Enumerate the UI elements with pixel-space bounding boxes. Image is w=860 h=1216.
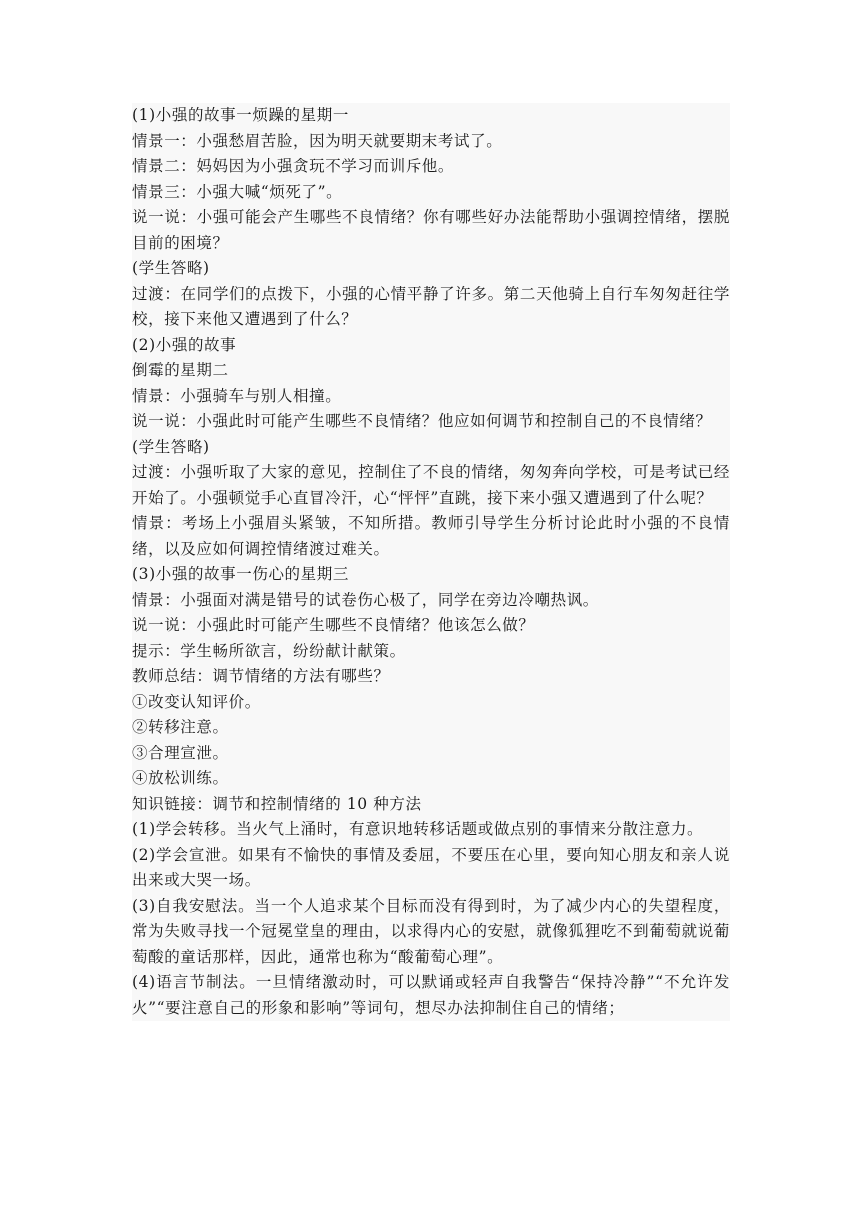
list-item: ②转移注意。 <box>132 715 730 741</box>
paragraph: 情景：考场上小强眉头紧皱，不知所措。教师引导学生分析讨论此时小强的不良情绪，以及应如何调控情绪渡过难关。 <box>132 511 730 562</box>
paragraph: 说一说：小强可能会产生哪些不良情绪？你有哪些好办法能帮助小强调控情绪，摆脱目前的困境？ <box>132 205 730 256</box>
section-heading: (2)小强的故事 <box>132 333 730 359</box>
list-item: ①改变认知评价。 <box>132 690 730 716</box>
paragraph: 情景二：妈妈因为小强贪玩不学习而训斥他。 <box>132 154 730 180</box>
paragraph: 情景一：小强愁眉苦脸，因为明天就要期末考试了。 <box>132 129 730 155</box>
paragraph: 过渡：在同学们的点拨下，小强的心情平静了许多。第二天他骑上自行车匆匆赶往学校，接下来他又遭遇到了什么？ <box>132 282 730 333</box>
paragraph: (学生答略) <box>132 435 730 461</box>
paragraph: 知识链接：调节和控制情绪的 10 种方法 <box>132 792 730 818</box>
list-item: (1)学会转移。当火气上涌时，有意识地转移话题或做点别的事情来分散注意力。 <box>132 817 730 843</box>
list-item: (4)语言节制法。一旦情绪激动时，可以默诵或轻声自我警告“保持冷静”“不允许发火”“要注意自己的形象和影响”等词句，想尽办法抑制住自己的情绪； <box>132 970 730 1021</box>
paragraph: 说一说：小强此时可能产生哪些不良情绪？他该怎么做？ <box>132 613 730 639</box>
paragraph: 教师总结：调节情绪的方法有哪些？ <box>132 664 730 690</box>
section-heading: (1)小强的故事一烦躁的星期一 <box>132 103 730 129</box>
paragraph: 过渡：小强听取了大家的意见，控制住了不良的情绪，匆匆奔向学校，可是考试已经开始了。小强顿觉手心直冒冷汗，心“怦怦”直跳，接下来小强又遭遇到了什么呢？ <box>132 460 730 511</box>
list-item: ③合理宣泄。 <box>132 741 730 767</box>
paragraph: (学生答略) <box>132 256 730 282</box>
paragraph: 倒霉的星期二 <box>132 358 730 384</box>
paragraph: 情景：小强骑车与别人相撞。 <box>132 384 730 410</box>
paragraph: 提示：学生畅所欲言，纷纷献计献策。 <box>132 639 730 665</box>
list-item: (2)学会宣泄。如果有不愉快的事情及委屈，不要压在心里，要向知心朋友和亲人说出来或大哭一场。 <box>132 843 730 894</box>
document-body <box>132 103 730 1021</box>
list-item: (3)自我安慰法。当一个人追求某个目标而没有得到时，为了减少内心的失望程度，常为失败寻找一个冠冕堂皇的理由，以求得内心的安慰，就像狐狸吃不到葡萄就说葡萄酸的童话那样，因此，通常也称为“酸葡萄心理”。 <box>132 894 730 971</box>
section-heading: (3)小强的故事一伤心的星期三 <box>132 562 730 588</box>
list-item: ④放松训练。 <box>132 766 730 792</box>
paragraph: 情景：小强面对满是错号的试卷伤心极了，同学在旁边冷嘲热讽。 <box>132 588 730 614</box>
paragraph: 情景三：小强大喊“烦死了”。 <box>132 180 730 206</box>
paragraph: 说一说：小强此时可能产生哪些不良情绪？他应如何调节和控制自己的不良情绪？ <box>132 409 730 435</box>
